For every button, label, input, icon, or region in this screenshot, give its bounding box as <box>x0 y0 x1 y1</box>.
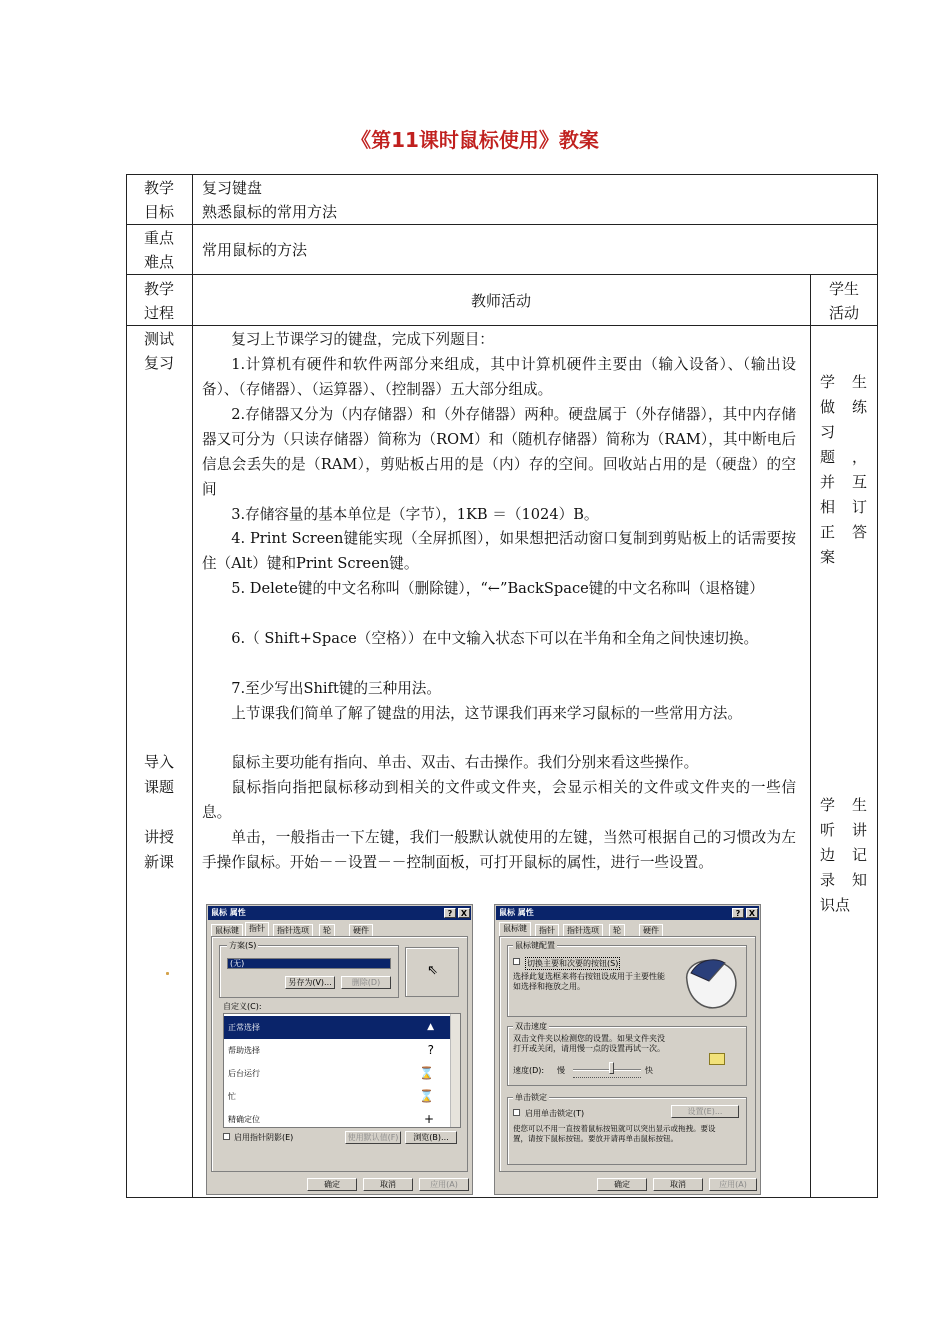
pointer-name: 正常选择 <box>228 1023 260 1032</box>
note-char: 案 <box>820 548 836 566</box>
paragraph: 鼠标主要功能有指向、单击、双击、右击操作。我们分别来看这些操作。 <box>231 754 699 771</box>
note-char: 习 <box>820 423 836 441</box>
close-button[interactable]: X <box>458 908 470 918</box>
test-folder-icon[interactable] <box>709 1053 725 1065</box>
row-divider <box>126 325 878 326</box>
pointer-item-normal[interactable] <box>224 1016 450 1039</box>
pointer-item-working[interactable] <box>224 1062 450 1085</box>
speed-label: 速度(D): <box>513 1066 545 1075</box>
tab-buttons[interactable]: 鼠标键 <box>499 922 531 937</box>
note-char: 题 <box>820 448 836 466</box>
note-char: 互 <box>852 473 868 491</box>
section-intro-2: 课题 <box>143 778 174 796</box>
paragraph: 2.存储器又分为（内存储器）和（外存储器）两种。硬盘属于（外存储器），其中内存储器又可分为（只读存储器）简称为（ROM）和（随机存储器）简称为（RAM），其中断电后信息会丢失的是（RAM），剪贴板占用的是（内）存的空间。回收站占用的是（硬盘）的空间 <box>202 406 796 498</box>
help-button[interactable]: ? <box>444 908 456 918</box>
switch-buttons-checkbox[interactable] <box>513 958 520 965</box>
speed-desc-2: 打开或关闭，请用慢一点的设置再试一次。 <box>513 1044 665 1053</box>
help-cursor-icon: ? <box>427 1043 434 1057</box>
paragraph: 3.存储容量的基本单位是（字节），1KB ＝（1024）B。 <box>231 506 599 523</box>
section-teach-2: 新课 <box>143 853 174 871</box>
section-review-1: 测试 <box>143 330 174 348</box>
note-char: 生 <box>852 373 868 391</box>
note-char: 相 <box>820 498 836 516</box>
note-char: 知 <box>852 871 868 889</box>
slow-label: 慢 <box>557 1066 565 1075</box>
switch-desc-2: 如选择和拖放之用。 <box>513 982 585 991</box>
process-label-2: 过程 <box>143 304 174 322</box>
note-char: ， <box>852 448 868 466</box>
pointer-item-precision[interactable] <box>224 1108 450 1128</box>
col-divider <box>810 274 811 1198</box>
note-char: 正 <box>820 523 836 541</box>
tab-hardware[interactable]: 硬件 <box>349 924 373 937</box>
goal-label-1: 教学 <box>143 179 174 197</box>
row-divider <box>126 274 878 275</box>
ok-button[interactable]: 确定 <box>307 1178 357 1191</box>
goal-line-1: 复习键盘 <box>202 179 263 197</box>
key-text: 常用鼠标的方法 <box>202 241 308 259</box>
shadow-checkbox[interactable] <box>223 1133 230 1140</box>
note-char: 学 <box>820 796 836 814</box>
pointer-item-busy[interactable] <box>224 1085 450 1108</box>
note-char: 生 <box>852 796 868 814</box>
note-char: 答 <box>852 523 868 541</box>
lock-desc-1: 使您可以不用一直按着鼠标按钮就可以突出显示或拖拽。要设 <box>513 1124 716 1133</box>
switch-buttons-label: 切换主要和次要的按钮(S) <box>527 959 619 968</box>
help-button[interactable]: ? <box>732 908 744 918</box>
dialog-titlebar <box>208 906 471 920</box>
tab-buttons[interactable]: 鼠标键 <box>211 924 243 937</box>
click-lock-label: 单击锁定 <box>515 1093 547 1102</box>
tab-wheel[interactable]: 轮 <box>609 924 625 937</box>
paragraph: 5. Delete键的中文名称叫（删除键），“←”BackSpace键的中文名称叫（退格键） <box>231 580 764 597</box>
speed-desc-1: 双击文件夹以检测您的设置。如果文件夹没 <box>513 1034 665 1043</box>
note-char: 讲 <box>852 821 868 839</box>
pointer-item-help[interactable] <box>224 1039 450 1062</box>
click-lock-checkbox[interactable] <box>513 1109 520 1116</box>
student-activity-header-1: 学生 <box>828 280 859 298</box>
paragraph: 鼠标指向指把鼠标移动到相关的文件或文件夹，会显示相关的文件或文件夹的一些信息。 <box>202 779 796 821</box>
paragraph: 1.计算机有硬件和软件两部分来组成，其中计算机硬件主要由（输入设备）、（输出设备）、（存储器）、（运算器）、（控制器）五大部分组成。 <box>202 356 796 398</box>
arrow-cursor-icon: ▲ <box>427 1022 434 1032</box>
paragraph: 4. Print Screen键能实现（全屏抓图），如果想把活动窗口复制到剪贴板上的话需要按住（Alt）键和Print Screen键。 <box>202 530 796 572</box>
browse-button[interactable]: 浏览(B)... <box>405 1131 457 1144</box>
goal-label-2: 目标 <box>143 203 174 221</box>
dialog-titlebar <box>496 906 759 920</box>
section-teach-1: 讲授 <box>143 828 174 846</box>
decorative-dot <box>166 972 169 975</box>
apply-button[interactable]: 应用(A) <box>709 1178 757 1191</box>
note-char: 录 <box>820 871 836 889</box>
apply-button[interactable]: 应用(A) <box>419 1178 469 1191</box>
working-cursor-icon: ⌛ <box>419 1066 434 1080</box>
tab-hardware[interactable]: 硬件 <box>639 924 663 937</box>
note-char: 听 <box>820 821 836 839</box>
pointer-name: 帮助选择 <box>228 1046 260 1055</box>
note-char: 边 <box>820 846 836 864</box>
note-char: 练 <box>852 398 868 416</box>
pointer-name: 后台运行 <box>228 1069 260 1078</box>
scheme-label: 方案(S) <box>229 941 257 950</box>
paragraph: 上节课我们简单了解了键盘的用法，这节课我们再来学习鼠标的一些常用方法。 <box>231 705 742 722</box>
paragraph: 复习上节课学习的键盘，完成下列题目： <box>231 331 494 348</box>
pointer-name: 精确定位 <box>228 1115 260 1124</box>
student-activity-header-2: 活动 <box>828 304 859 322</box>
speed-ticks <box>573 1077 641 1078</box>
page-title: 《第11课时鼠标使用》教案 <box>351 128 599 152</box>
key-label-2: 难点 <box>143 253 174 271</box>
mouse-illustration-icon <box>675 951 743 1013</box>
mouse-properties-dialog-buttons <box>494 904 761 1195</box>
paragraph: 6.（ Shift+Space（空格））在中文输入状态下可以在半角和全角之间快速切换。 <box>231 630 759 647</box>
section-intro-1: 导入 <box>143 753 174 771</box>
key-label-1: 重点 <box>143 229 174 247</box>
scheme-select[interactable]: (无) <box>227 958 391 969</box>
speed-slider-thumb[interactable] <box>609 1062 614 1074</box>
use-default-button[interactable]: 使用默认值(F) <box>345 1131 401 1144</box>
col-divider <box>192 174 193 1198</box>
note-char: 记 <box>852 846 868 864</box>
pointer-name: 忙 <box>228 1092 236 1101</box>
note-char: 学 <box>820 373 836 391</box>
note-char: 并 <box>820 473 836 491</box>
tab-pointers[interactable]: 指针 <box>535 924 559 937</box>
custom-label: 自定义(C): <box>223 1002 262 1011</box>
dialog-title: 鼠标 属性 <box>211 908 246 917</box>
section-review-2: 复习 <box>143 354 174 372</box>
note-char: 订 <box>852 498 868 516</box>
preview-cursor-icon: ⇖ <box>427 963 438 978</box>
speed-slider-track[interactable] <box>573 1069 641 1071</box>
switch-desc-1: 选择此复选框来将右按钮设成用于主要性能 <box>513 972 665 981</box>
process-label-1: 教学 <box>143 280 174 298</box>
paragraph: 7.至少写出Shift键的三种用法。 <box>231 680 441 697</box>
tab-wheel[interactable]: 轮 <box>319 924 335 937</box>
paragraph: 单击，一般指击一下左键，我们一般默认就使用的左键，当然可根据自己的习惯改为左手操作鼠标。开始－－设置－－控制面板，可打开鼠标的属性，进行一些设置。 <box>202 829 796 871</box>
button-config-label: 鼠标键配置 <box>515 941 555 950</box>
dialog-title: 鼠标 属性 <box>499 908 534 917</box>
scheme-group <box>219 945 399 998</box>
note-char: 识点 <box>820 896 851 914</box>
click-lock-settings-button[interactable]: 设置(E)... <box>671 1105 739 1118</box>
tab-pointers[interactable]: 指针 <box>245 922 269 937</box>
click-lock-checkbox-label: 启用单击锁定(T) <box>525 1109 585 1118</box>
cancel-button[interactable]: 取消 <box>653 1178 703 1191</box>
lock-desc-2: 置，请按下鼠标按钮。要放开请再单击鼠标按钮。 <box>513 1134 678 1143</box>
shadow-label: 启用指针阴影(E) <box>234 1133 294 1142</box>
pointer-list <box>223 1013 461 1128</box>
fast-label: 快 <box>645 1066 653 1075</box>
tab-pointer-options[interactable]: 指针选项 <box>563 924 603 937</box>
tab-pointer-options[interactable]: 指针选项 <box>273 924 313 937</box>
note-char: 做 <box>820 398 836 416</box>
mouse-properties-dialog-pointers <box>206 904 473 1195</box>
teacher-activity-header: 教师活动 <box>470 292 531 310</box>
goal-line-2: 熟悉鼠标的常用方法 <box>202 203 338 221</box>
ok-button[interactable]: 确定 <box>597 1178 647 1191</box>
delete-scheme-button[interactable]: 删除(D) <box>341 976 391 989</box>
double-click-label: 双击速度 <box>515 1022 547 1031</box>
save-as-button[interactable]: 另存为(V)... <box>285 976 335 989</box>
hourglass-icon: ⌛ <box>419 1089 434 1103</box>
list-scrollbar[interactable] <box>450 1014 460 1127</box>
crosshair-icon: + <box>423 1112 434 1126</box>
close-button[interactable]: X <box>746 908 758 918</box>
cancel-button[interactable]: 取消 <box>363 1178 413 1191</box>
